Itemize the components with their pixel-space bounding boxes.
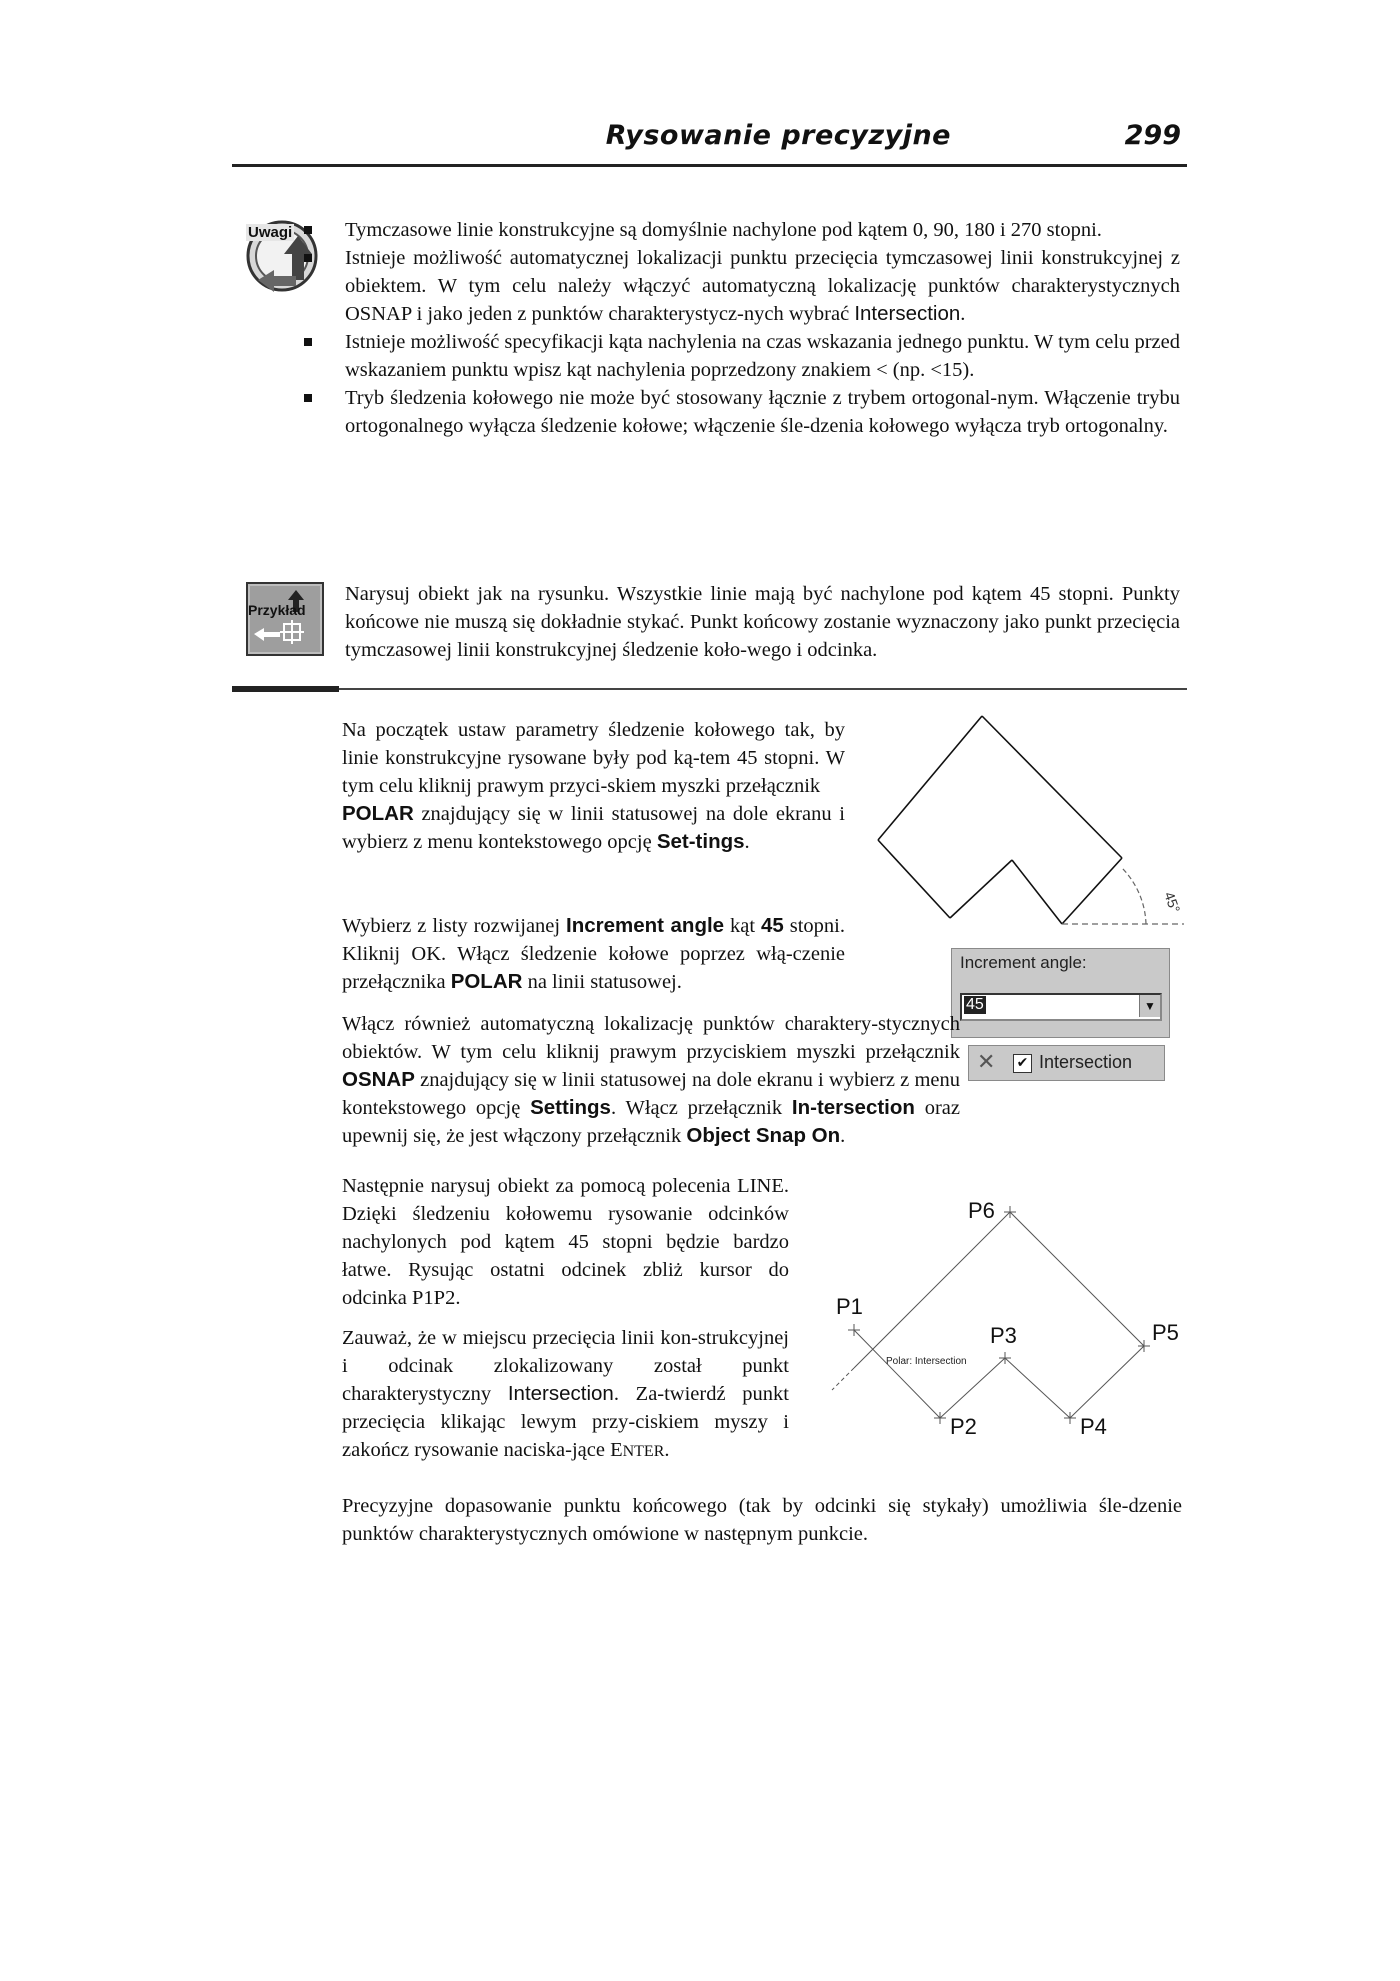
increment-angle-label: Increment angle: bbox=[960, 953, 1087, 972]
list-item: Tymczasowe linie konstrukcyjne są domyślnie nachylone pod kątem 0, 90, 180 i 270 stopni. bbox=[345, 216, 1180, 244]
running-title: Rysowanie precyzyjne bbox=[605, 120, 951, 151]
zigzag-edge bbox=[878, 716, 982, 840]
paragraph-3: Włącz również automatyczną lokalizację punktów charaktery-stycznych obiektów. W tym celu kliknij prawym przyciskiem myszki przełącznik OSNAP znajdujący się w linii statusowej na dole ekranu i wybierz z menu kontekstowego opcję Settings. Włącz przełącznik In-tersection oraz upewnij się, że jest włączony przełącznik Object Snap On. bbox=[342, 1013, 961, 1147]
example-icon-label: Przykład bbox=[248, 602, 306, 618]
paragraph-6: Precyzyjne dopasowanie punktu końcowego (tak by odcinki się stykały) umożliwia śle-dzenie punktów charakterystycznych omówione w następnym punkcie. bbox=[342, 1495, 1182, 1545]
figure-zigzag bbox=[872, 708, 1192, 933]
zigzag-edge bbox=[950, 860, 1012, 918]
zigzag-edge bbox=[1062, 858, 1122, 924]
paragraph-5: Zauważ, że w miejscu przecięcia linii kon-strukcyjnej i odcinak zlokalizowany został punkt charakterystyczny Intersection. Za-twierdź punkt przecięcia klikając lewym przy-ciskiem myszy i zakończ rysowanie naciska-jące ENTER. bbox=[342, 1327, 789, 1461]
point-label: P3 bbox=[990, 1323, 1017, 1348]
angle-arc bbox=[1122, 868, 1146, 924]
point-label: P6 bbox=[968, 1198, 995, 1223]
zigzag-edge bbox=[982, 716, 1122, 858]
example-text: Narysuj obiekt jak na rysunku. Wszystkie linie mają być nachylone pod kątem 45 stopni. Punkty końcowe nie muszą się dokładnie stykać. Punkt końcowy zostanie wyznaczony jako punkt przecięcia tymczasowej linii konstrukcyjnej śledzenie koło-wego i odcinka. bbox=[345, 583, 1180, 661]
list-item: Istnieje możliwość automatycznej lokalizacji punktu przecięcia tymczasowej linii konstrukcyjnej z obiektem. W tym celu należy włączyć automatyczną lokalizację punktów charakterystycznych OSNAP i jako jeden z punktów charakterystycz-nych wybrać Intersection. bbox=[345, 244, 1180, 328]
point-label: P2 bbox=[950, 1414, 977, 1439]
example-icon bbox=[246, 582, 324, 656]
increment-angle-value: 45 bbox=[966, 996, 984, 1013]
figure-points bbox=[822, 1190, 1192, 1460]
zigzag-edge bbox=[1012, 860, 1062, 924]
paragraph-1: Na początek ustaw parametry śledzenie kołowego tak, by linie konstrukcyjne rysowane były pod ką-tem 45 stopni. W tym celu kliknij prawym przyci-skiem myszki przełącznik POLAR znajdujący się w linii statusowej na dole ekranu i wybierz z menu kontekstowego opcję Set-tings. bbox=[342, 719, 845, 853]
list-item: Tryb śledzenia kołowego nie może być stosowany łącznie z trybem ortogonal-nym. Włączenie trybu ortogonalnego wyłącza śledzenie kołowe; włączenie śle-dzenia kołowego wyłącza tryb ortogonalny. bbox=[345, 384, 1180, 440]
page-number: 299 bbox=[1124, 120, 1181, 151]
point-label: P4 bbox=[1080, 1414, 1107, 1439]
point-label: P5 bbox=[1152, 1320, 1179, 1345]
example-rule bbox=[232, 686, 339, 692]
intersection-checkbox-label: Intersection bbox=[1039, 1052, 1133, 1072]
intersection-checkbox[interactable]: ✔ bbox=[1013, 1054, 1032, 1073]
snap-tooltip: Polar: Intersection bbox=[886, 1356, 967, 1367]
paragraph-2: Wybierz z listy rozwijanej Increment angle kąt 45 stopni. Kliknij OK. Włącz śledzenie kołowe poprzez włą-czenie przełącznika POLAR na linii statusowej. bbox=[342, 914, 845, 993]
note-icon-label: Uwagi bbox=[248, 224, 293, 241]
note-list bbox=[345, 216, 1180, 440]
list-item: Istnieje możliwość specyfikacji kąta nachylenia na czas wskazania jednego punktu. W tym celu przed wskazaniem punktu wpisz kąt nachylenia poprzedzony znakiem < (np. <15). bbox=[345, 328, 1180, 384]
zigzag-edge bbox=[878, 840, 950, 918]
running-head bbox=[232, 120, 1187, 167]
example-rule-thin bbox=[339, 688, 1187, 690]
angle-label: 45° bbox=[1161, 889, 1184, 915]
intersection-marker-icon: ✕ bbox=[977, 1050, 996, 1075]
paragraph-4: Następnie narysuj obiekt za pomocą polecenia LINE. Dzięki śledzeniu kołowemu rysowanie odcinków nachylonych pod kątem 45 stopni będzie bardzo łatwe. Rysując ostatni odcinek zbliż kursor do odcinka P1P2. bbox=[342, 1175, 789, 1309]
point-label: P1 bbox=[836, 1294, 863, 1319]
note-icon bbox=[238, 210, 330, 302]
chevron-down-icon[interactable]: ▼ bbox=[1139, 995, 1160, 1017]
